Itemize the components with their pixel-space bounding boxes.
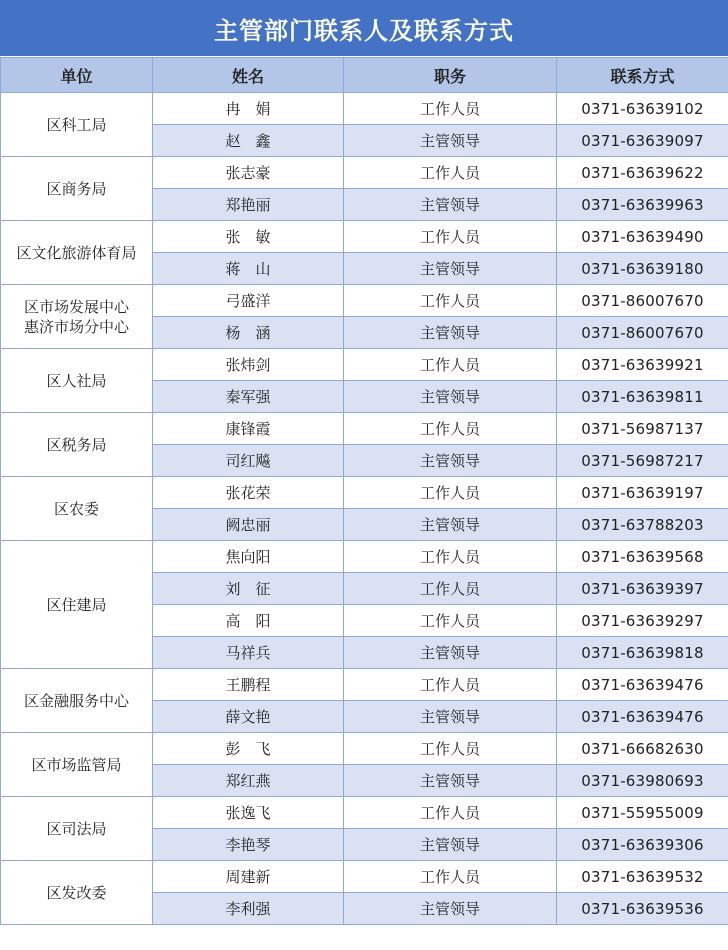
phone-cell: 0371-63639490 — [557, 221, 728, 253]
name-cell: 张花荣 — [153, 477, 344, 509]
name-cell: 司红飚 — [153, 445, 344, 477]
role-cell: 主管领导 — [344, 445, 557, 477]
column-header-role: 职务 — [344, 58, 557, 93]
phone-cell: 0371-63788203 — [557, 509, 728, 541]
name-cell: 马祥兵 — [153, 637, 344, 669]
table-header-row — [1, 58, 728, 93]
name-cell: 薛文艳 — [153, 701, 344, 733]
role-cell: 主管领导 — [344, 125, 557, 157]
name-cell: 李利强 — [153, 893, 344, 925]
contact-table — [0, 57, 728, 925]
phone-cell: 0371-63639568 — [557, 541, 728, 573]
table-row — [1, 221, 728, 253]
unit-cell: 区住建局 — [1, 541, 153, 669]
name-cell: 康锋霞 — [153, 413, 344, 445]
unit-cell: 区发改委 — [1, 861, 153, 925]
table-row — [1, 797, 728, 829]
table-row — [1, 669, 728, 701]
phone-cell: 0371-66682630 — [557, 733, 728, 765]
table-row — [1, 157, 728, 189]
column-header-name: 姓名 — [153, 58, 344, 93]
phone-cell: 0371-56987137 — [557, 413, 728, 445]
phone-cell: 0371-63639306 — [557, 829, 728, 861]
name-cell: 秦军强 — [153, 381, 344, 413]
table-row — [1, 541, 728, 573]
role-cell: 工作人员 — [344, 861, 557, 893]
name-cell: 高 阳 — [153, 605, 344, 637]
name-cell: 弓盛洋 — [153, 285, 344, 317]
table-row — [1, 861, 728, 893]
name-cell: 郑红燕 — [153, 765, 344, 797]
role-cell: 工作人员 — [344, 669, 557, 701]
phone-cell: 0371-63639197 — [557, 477, 728, 509]
phone-cell: 0371-63639811 — [557, 381, 728, 413]
role-cell: 主管领导 — [344, 829, 557, 861]
role-cell: 工作人员 — [344, 285, 557, 317]
role-cell: 工作人员 — [344, 413, 557, 445]
unit-cell: 区税务局 — [1, 413, 153, 477]
table-row — [1, 285, 728, 317]
name-cell: 张炜剑 — [153, 349, 344, 381]
phone-cell: 0371-63639180 — [557, 253, 728, 285]
unit-cell: 区人社局 — [1, 349, 153, 413]
name-cell: 张逸飞 — [153, 797, 344, 829]
name-cell: 焦向阳 — [153, 541, 344, 573]
role-cell: 工作人员 — [344, 541, 557, 573]
role-cell: 主管领导 — [344, 509, 557, 541]
role-cell: 主管领导 — [344, 253, 557, 285]
role-cell: 主管领导 — [344, 701, 557, 733]
name-cell: 冉 娟 — [153, 93, 344, 125]
phone-cell: 0371-86007670 — [557, 285, 728, 317]
phone-cell: 0371-63639536 — [557, 893, 728, 925]
name-cell: 周建新 — [153, 861, 344, 893]
phone-cell: 0371-63639097 — [557, 125, 728, 157]
phone-cell: 0371-56987217 — [557, 445, 728, 477]
unit-cell: 区科工局 — [1, 93, 153, 157]
phone-cell: 0371-63639297 — [557, 605, 728, 637]
table-row — [1, 477, 728, 509]
phone-cell: 0371-63639622 — [557, 157, 728, 189]
name-cell: 郑艳丽 — [153, 189, 344, 221]
unit-cell: 区司法局 — [1, 797, 153, 861]
name-cell: 张志豪 — [153, 157, 344, 189]
role-cell: 工作人员 — [344, 221, 557, 253]
role-cell: 主管领导 — [344, 317, 557, 349]
table-row — [1, 733, 728, 765]
name-cell: 阙忠丽 — [153, 509, 344, 541]
unit-cell: 区金融服务中心 — [1, 669, 153, 733]
name-cell: 张 敏 — [153, 221, 344, 253]
name-cell: 彭 飞 — [153, 733, 344, 765]
phone-cell: 0371-63639818 — [557, 637, 728, 669]
unit-cell: 区市场发展中心 惠济市场分中心 — [1, 285, 153, 349]
role-cell: 工作人员 — [344, 733, 557, 765]
role-cell: 工作人员 — [344, 797, 557, 829]
column-header-unit: 单位 — [1, 58, 153, 93]
table-row — [1, 413, 728, 445]
role-cell: 工作人员 — [344, 349, 557, 381]
role-cell: 主管领导 — [344, 765, 557, 797]
role-cell: 主管领导 — [344, 381, 557, 413]
role-cell: 主管领导 — [344, 893, 557, 925]
phone-cell: 0371-63639476 — [557, 669, 728, 701]
name-cell: 蒋 山 — [153, 253, 344, 285]
name-cell: 李艳琴 — [153, 829, 344, 861]
role-cell: 主管领导 — [344, 637, 557, 669]
page-title: 主管部门联系人及联系方式 — [0, 0, 728, 57]
table-row — [1, 93, 728, 125]
table-body — [1, 93, 728, 925]
role-cell: 工作人员 — [344, 477, 557, 509]
phone-cell: 0371-55955009 — [557, 797, 728, 829]
unit-cell: 区市场监管局 — [1, 733, 153, 797]
name-cell: 赵 鑫 — [153, 125, 344, 157]
name-cell: 杨 涵 — [153, 317, 344, 349]
phone-cell: 0371-63639102 — [557, 93, 728, 125]
role-cell: 工作人员 — [344, 157, 557, 189]
name-cell: 王鹏程 — [153, 669, 344, 701]
unit-cell: 区商务局 — [1, 157, 153, 221]
phone-cell: 0371-63639532 — [557, 861, 728, 893]
phone-cell: 0371-63639397 — [557, 573, 728, 605]
unit-cell: 区农委 — [1, 477, 153, 541]
role-cell: 工作人员 — [344, 573, 557, 605]
role-cell: 工作人员 — [344, 605, 557, 637]
phone-cell: 0371-63639921 — [557, 349, 728, 381]
role-cell: 工作人员 — [344, 93, 557, 125]
unit-cell: 区文化旅游体育局 — [1, 221, 153, 285]
name-cell: 刘 征 — [153, 573, 344, 605]
phone-cell: 0371-63980693 — [557, 765, 728, 797]
column-header-phone: 联系方式 — [557, 58, 728, 93]
phone-cell: 0371-63639476 — [557, 701, 728, 733]
phone-cell: 0371-86007670 — [557, 317, 728, 349]
role-cell: 主管领导 — [344, 189, 557, 221]
table-row — [1, 349, 728, 381]
phone-cell: 0371-63639963 — [557, 189, 728, 221]
